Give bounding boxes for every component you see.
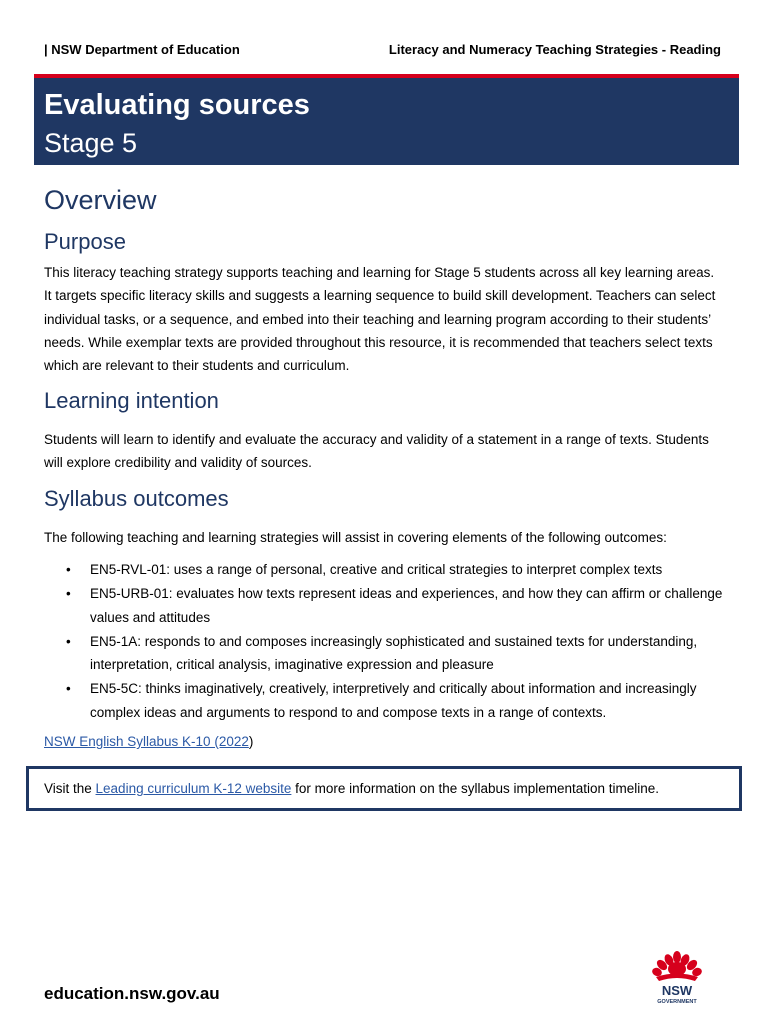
outcome-text: EN5-RVL-01: uses a range of personal, creative and critical strategies to interpret complex texts [90, 562, 663, 577]
outcomes-list [44, 558, 724, 725]
list-item [44, 677, 724, 724]
list-item [44, 630, 724, 677]
learning-intention-heading: Learning intention [44, 388, 219, 413]
bullet-icon: • [66, 681, 71, 697]
outcome-text: EN5-1A: responds to and composes increasingly sophisticated and sustained texts for understanding, interpretation, critical analysis, imaginative expression and pleasure [90, 633, 698, 673]
syllabus-reference [44, 732, 253, 752]
callout-box [26, 766, 742, 811]
outcome-text: EN5-URB-01: evaluates how texts represent ideas and experiences, and how they can affirm or challenge values and attitudes [90, 586, 723, 625]
list-item [44, 558, 724, 581]
page-title: Evaluating sources [44, 89, 310, 121]
waratah-icon [651, 951, 703, 981]
syllabus-paren: ) [248, 734, 254, 749]
logo-subtext: GOVERNMENT [657, 999, 697, 1005]
header-document-title: Literacy and Numeracy Teaching Strategies - Reading [388, 42, 721, 57]
header-department: | NSW Department of Education [44, 42, 240, 57]
footer-url: education.nsw.gov.au [44, 984, 220, 1003]
learning-intention-paragraph: Students will learn to identify and evaluate the accuracy and validity of a statement in a range of texts. Students will explore credibility and validity of sources. [44, 432, 709, 471]
callout-prefix: Visit the [44, 781, 96, 796]
title-banner [34, 74, 739, 165]
leading-curriculum-link[interactable]: Leading curriculum K-12 website [95, 781, 292, 796]
page-subtitle: Stage 5 [44, 128, 138, 158]
nsw-government-logo [648, 950, 706, 1006]
outcome-text: EN5-5C: thinks imaginatively, creatively, interpretively and critically about information and increasingly complex ideas and arguments to respond to and compose texts in a range of contexts. [90, 681, 697, 720]
purpose-heading: Purpose [44, 229, 126, 254]
overview-heading: Overview [44, 185, 157, 215]
purpose-paragraph: This literacy teaching strategy supports teaching and learning for Stage 5 students across all key learning areas. It targets specific literacy skills and suggests a learning sequence to build skill development. Teachers can select individual tasks, or a sequence, and embed into their teaching and learning program according to their students’ needs. While exemplar texts are provided throughout this resource, it is recommended that teachers select texts which are relevant to their students and curriculum. [44, 265, 716, 374]
logo-text: NSW [661, 983, 693, 998]
outcomes-intro: The following teaching and learning strategies will assist in covering elements of the following outcomes: [44, 530, 667, 545]
bullet-icon: • [66, 586, 71, 602]
bullet-icon: • [66, 562, 71, 577]
syllabus-outcomes-heading: Syllabus outcomes [44, 486, 229, 511]
syllabus-link[interactable]: NSW English Syllabus K-10 (2022 [44, 734, 249, 749]
list-item [44, 582, 724, 629]
callout-suffix: for more information on the syllabus implementation timeline. [291, 781, 660, 796]
bullet-icon: • [66, 633, 71, 649]
